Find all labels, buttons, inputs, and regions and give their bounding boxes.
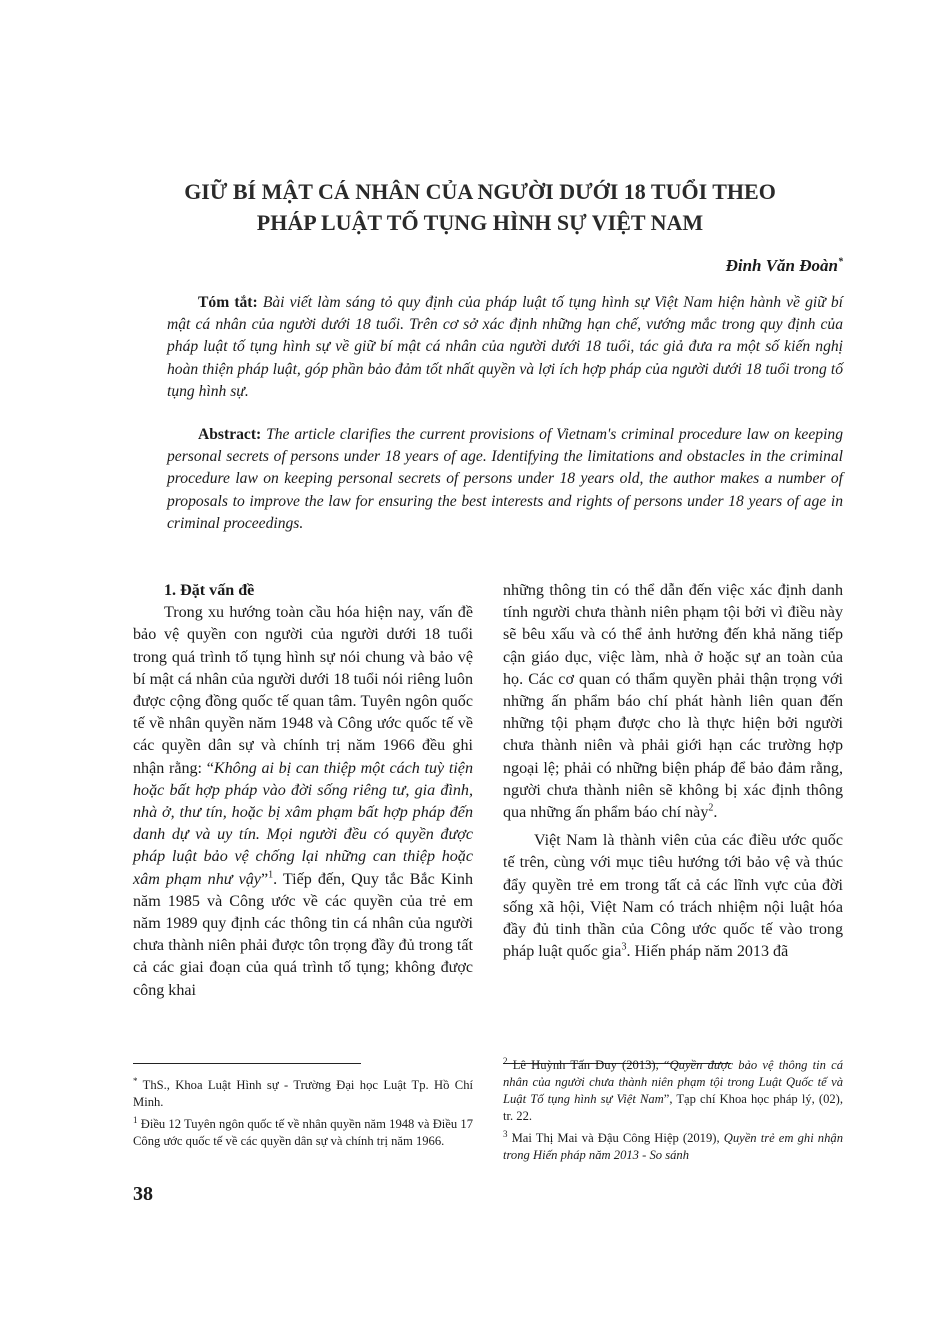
left-p1-text-c: . Tiếp đến, Quy tắc Bắc Kinh năm 1985 và Công ước về các quyền của trẻ em năm 1989 quy định các thông tin cá nhân của người chưa thành niên phải được tôn trọng đầy đủ trong tất cả các giai đoạn của quá trình tố tụng; không được công khai [133, 870, 473, 999]
footnote-2: $^2$ Lê Huỳnh Tấn Duy (2013), “Quyền được bảo vệ thông tin cá nhân của người chưa thành niên phạm tội trong Luật Quốc tế và Luật Tố tụng hình sự Việt Nam”, Tạp chí Khoa học pháp lý, (02), tr. 22. [503, 1056, 844, 1124]
right-p1-text: những thông tin có thể dẫn đến việc xác định danh tính người chưa thành niên phạm tội bởi vì điều này sẽ bêu xấu và có thể ảnh hưởng đến khả năng tiếp cận giáo dục, việc làm, nhà ở hoặc sự an toàn của họ. Các cơ quan có thẩm quyền phải thận trọng với những ấn phẩm báo chí phát hành liên quan đến những tội phạm được cho là thực hiện bởi người chưa thành niên và phải giới hạn các trường hợp ngoại lệ; phải có những biện pháp để bảo đảm rằng, người chưa thành niên sẽ không bị xác định thông qua những ấn phẩm báo chí này [503, 582, 843, 822]
summary-vi-label: Tóm tắt: [198, 294, 258, 311]
right-p1-end: . [713, 804, 718, 822]
summary-vi-text: Bài viết làm sáng tỏ quy định của pháp luật tố tụng hình sự Việt Nam hiện hành về giữ bí mật cá nhân của người dưới 18 tuổi. Trên cơ sở xác định những hạn chế, vướng mắc trong quy định của pháp luật tố tụng hình sự về giữ bí mật cá nhân của người dưới 18 tuổi, tác giả đưa ra một số kiến nghị hoàn thiện pháp luật, góp phần bảo đảm tốt nhất quyền và lợi ích hợp pháp của người dưới 18 tuổi trong tố tụng hình sự. [167, 294, 843, 400]
author-byline [726, 256, 843, 276]
left-p1-quote: Không ai bị can thiệp một cách tuỳ tiện hoặc bất hợp pháp vào đời sống riêng tư, gia đình, nhà ở, thư tín, hoặc bị xâm phạm bất hợp pháp đến danh dự và uy tín. Mọi người đều có quyền được pháp luật bảo vệ chống lại những can thiệp hoặc xâm phạm như vậy [133, 759, 473, 888]
summary-en-text: The article clarifies the current provisions of Vietnam's criminal procedure law on keeping personal secrets of persons under 18 years of age. Identifying the limitations and obstacles in the criminal procedure law on keeping personal secrets of persons under 18 years old, the author makes a number of proposals to improve the law for ensuring the best interests and rights of persons under 18 years of age in criminal proceedings. [167, 426, 843, 532]
footnote-ref-1[interactable]: 1 [268, 869, 274, 881]
page-number: 38 [133, 1183, 153, 1205]
section-heading: 1. Đặt vấn đề [164, 582, 255, 599]
author-footnote-mark: * [838, 256, 843, 268]
footnote-separator-left [133, 1063, 361, 1064]
summary-english [167, 424, 843, 535]
footnotes-left [133, 1073, 473, 1151]
left-paragraph-1 [133, 602, 473, 1002]
left-column [133, 580, 473, 1002]
footnotes-right [503, 1053, 843, 1165]
left-p1-text-a: Trong xu hướng toàn cầu hóa hiện nay, vấn đề bảo vệ quyền con người của người dưới 18 tuổi trong quá trình tố tụng hình sự nói chung và bảo vệ bí mật cá nhân của người dưới 18 tuổi nói riêng luôn được cộng đồng quốc tế quan tâm. Tuyên ngôn quốc tế về nhân quyền năm 1948 và Công ước quốc tế về các quyền dân sự và chính trị năm 1966 đều ghi nhận rằng: “ [133, 604, 473, 777]
footnote-1: $^1$ Điều 12 Tuyên ngôn quốc tế về nhân quyền năm 1948 và Điều 17 Công ước quốc tế về các quyền dân sự và chính trị năm 1966. [133, 1115, 473, 1149]
summary-en-label: Abstract: [198, 426, 262, 443]
left-p1-close-quote: ” [260, 870, 269, 888]
right-paragraph-2 [503, 830, 843, 963]
title-line-2: PHÁP LUẬT TỐ TỤNG HÌNH SỰ VIỆT NAM [256, 210, 704, 235]
title-line-1: GIỮ BÍ MẬT CÁ NHÂN CỦA NGƯỜI DƯỚI 18 TUỔI THEO [184, 179, 776, 204]
right-paragraph-1 [503, 580, 843, 824]
footnote-3: $^3$ Mai Thị Mai và Đậu Công Hiệp (2019), Quyền trẻ em ghi nhận trong Hiến pháp năm 2013 - So sánh [503, 1129, 843, 1163]
article-title [120, 176, 840, 238]
right-column [503, 580, 843, 963]
right-p2-end: . Hiến pháp năm 2013 đã [626, 943, 789, 961]
footnote-ref-2[interactable]: 2 [708, 802, 714, 814]
right-p2-text: Việt Nam là thành viên của các điều ước quốc tế trên, cùng với mục tiêu hướng tới bảo vệ và thúc đẩy quyền trẻ em trong tất cả các lĩnh vực của đời sống xã hội, Việt Nam có trách nhiệm nội luật hóa đầy đủ tinh thần của Công ước quốc tế vào trong pháp luật quốc gia [503, 832, 843, 961]
summary-vietnamese [167, 292, 843, 403]
footnote-author: * ThS., Khoa Luật Hình sự - Trường Đại học Luật Tp. Hồ Chí Minh. [133, 1076, 473, 1110]
footnote-ref-3[interactable]: 3 [621, 941, 627, 953]
author-name: Đinh Văn Đoàn [725, 256, 838, 275]
